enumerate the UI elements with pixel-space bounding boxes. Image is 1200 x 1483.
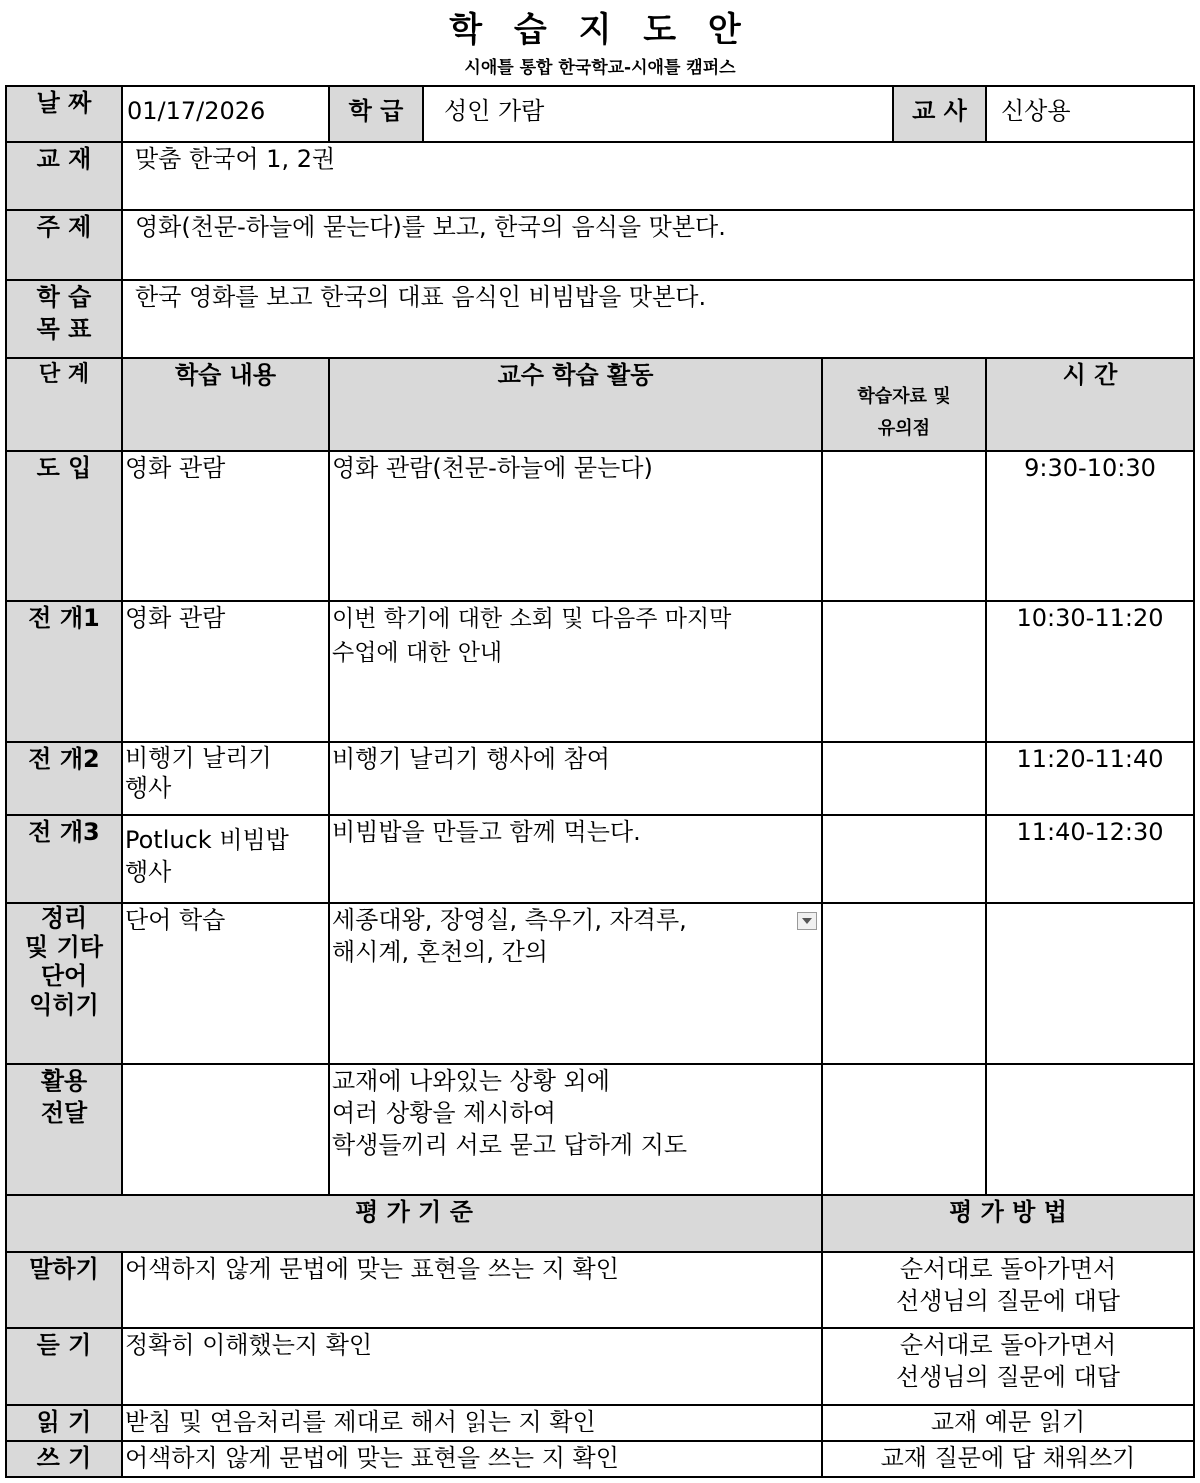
time-cell[interactable]: 11:20-11:40 — [986, 742, 1194, 815]
topic-label: 주 제 — [6, 210, 122, 280]
eval-criteria[interactable]: 받침 및 연음처리를 제대로 해서 읽는 지 확인 — [122, 1405, 822, 1441]
eval-method[interactable]: 순서대로 돌아가면서 선생님의 질문에 대답 — [822, 1328, 1194, 1405]
activity-cell[interactable]: 영화 관람(천문-하늘에 묻는다) — [329, 451, 822, 601]
eval-criteria-header: 평 가 기 준 — [6, 1195, 822, 1252]
info-row — [6, 86, 1194, 142]
goal-row — [6, 280, 1194, 358]
activity-cell[interactable]: 교재에 나와있는 상황 외에 여러 상황을 제시하여 학생들끼리 서로 묻고 답하게 지도 — [329, 1064, 822, 1195]
content-cell[interactable]: 비행기 날리기 행사 — [122, 742, 329, 815]
dropdown-arrow-icon[interactable] — [797, 912, 817, 930]
plan-row — [6, 903, 1194, 1064]
textbook-row — [6, 142, 1194, 210]
eval-header-row — [6, 1195, 1194, 1252]
topic-value[interactable]: 영화(천문-하늘에 묻는다)를 보고, 한국의 음식을 맛본다. — [122, 210, 1194, 280]
stage-cell: 정리 및 기타 단어 익히기 — [6, 903, 122, 1064]
time-header: 시 간 — [986, 358, 1194, 451]
time-cell[interactable] — [986, 1064, 1194, 1195]
activity-text: 세종대왕, 장영실, 측우기, 자격루, 해시계, 혼천의, 간의 — [332, 906, 687, 966]
materials-header — [822, 358, 986, 451]
activity-cell[interactable]: 비빔밥을 만들고 함께 먹는다. — [329, 815, 822, 903]
eval-method-header: 평 가 방 법 — [822, 1195, 1194, 1252]
materials-cell[interactable] — [822, 451, 986, 601]
textbook-label: 교 재 — [6, 142, 122, 210]
teacher-label: 교 사 — [893, 86, 986, 142]
stage-header: 단 계 — [6, 358, 122, 451]
date-value[interactable]: 01/17/2026 — [122, 86, 329, 142]
eval-skill: 말하기 — [6, 1252, 122, 1328]
stage-cell: 전 개1 — [6, 601, 122, 742]
content-cell[interactable]: 단어 학습 — [122, 903, 329, 1064]
time-cell[interactable]: 10:30-11:20 — [986, 601, 1194, 742]
class-label: 학 급 — [329, 86, 423, 142]
goal-label-line-2: 목 표 — [36, 315, 92, 343]
stage-cell: 전 개3 — [6, 815, 122, 903]
eval-method[interactable]: 순서대로 돌아가면서 선생님의 질문에 대답 — [822, 1252, 1194, 1328]
activity-cell[interactable] — [329, 903, 822, 1064]
materials-header-line-1: 학습자료 및 — [857, 386, 951, 407]
goal-label-line-1: 학 습 — [36, 283, 92, 311]
eval-row — [6, 1405, 1194, 1441]
content-cell[interactable]: Potluck 비빔밥 행사 — [122, 815, 329, 903]
document-title: 학 습 지 도 안 — [449, 10, 751, 50]
eval-criteria[interactable]: 어색하지 않게 문법에 맞는 표현을 쓰는 지 확인 — [122, 1441, 822, 1477]
class-value[interactable]: 성인 가람 — [423, 86, 893, 142]
eval-criteria[interactable]: 어색하지 않게 문법에 맞는 표현을 쓰는 지 확인 — [122, 1252, 822, 1328]
eval-row — [6, 1328, 1194, 1405]
materials-cell[interactable] — [822, 1064, 986, 1195]
content-cell[interactable] — [122, 1064, 329, 1195]
plan-row — [6, 451, 1194, 601]
materials-cell[interactable] — [822, 601, 986, 742]
eval-criteria[interactable]: 정확히 이해했는지 확인 — [122, 1328, 822, 1405]
plan-row — [6, 601, 1194, 742]
content-cell[interactable]: 영화 관람 — [122, 451, 329, 601]
lesson-plan-table — [5, 85, 1195, 1478]
plan-row — [6, 815, 1194, 903]
eval-method[interactable]: 교재 질문에 답 채워쓰기 — [822, 1441, 1194, 1477]
content-header: 학습 내용 — [122, 358, 329, 451]
time-cell[interactable] — [986, 903, 1194, 1064]
plan-row — [6, 1064, 1194, 1195]
plan-header-row — [6, 358, 1194, 451]
materials-cell[interactable] — [822, 815, 986, 903]
eval-skill: 듣 기 — [6, 1328, 122, 1405]
school-name: 시애틀 통합 한국학교-시애틀 캠퍼스 — [464, 58, 736, 78]
materials-cell[interactable] — [822, 742, 986, 815]
activity-cell[interactable]: 이번 학기에 대한 소회 및 다음주 마지막 수업에 대한 안내 — [329, 601, 822, 742]
activity-cell[interactable]: 비행기 날리기 행사에 참여 — [329, 742, 822, 815]
time-cell[interactable]: 11:40-12:30 — [986, 815, 1194, 903]
textbook-value[interactable]: 맞춤 한국어 1, 2권 — [122, 142, 1194, 210]
plan-row — [6, 742, 1194, 815]
eval-skill: 쓰 기 — [6, 1441, 122, 1477]
stage-cell: 전 개2 — [6, 742, 122, 815]
teacher-value[interactable]: 신상용 — [986, 86, 1194, 142]
eval-method[interactable]: 교재 예문 읽기 — [822, 1405, 1194, 1441]
content-cell[interactable]: 영화 관람 — [122, 601, 329, 742]
stage-cell: 활용 전달 — [6, 1064, 122, 1195]
activity-header: 교수 학습 활동 — [329, 358, 822, 451]
topic-row — [6, 210, 1194, 280]
goal-label — [6, 280, 122, 358]
goal-value[interactable]: 한국 영화를 보고 한국의 대표 음식인 비빔밥을 맛본다. — [122, 280, 1194, 358]
date-label: 날 짜 — [6, 86, 122, 142]
stage-cell: 도 입 — [6, 451, 122, 601]
time-cell[interactable]: 9:30-10:30 — [986, 451, 1194, 601]
materials-header-line-2: 유의점 — [877, 418, 931, 439]
eval-row — [6, 1252, 1194, 1328]
eval-skill: 읽 기 — [6, 1405, 122, 1441]
eval-row — [6, 1441, 1194, 1477]
materials-cell[interactable] — [822, 903, 986, 1064]
